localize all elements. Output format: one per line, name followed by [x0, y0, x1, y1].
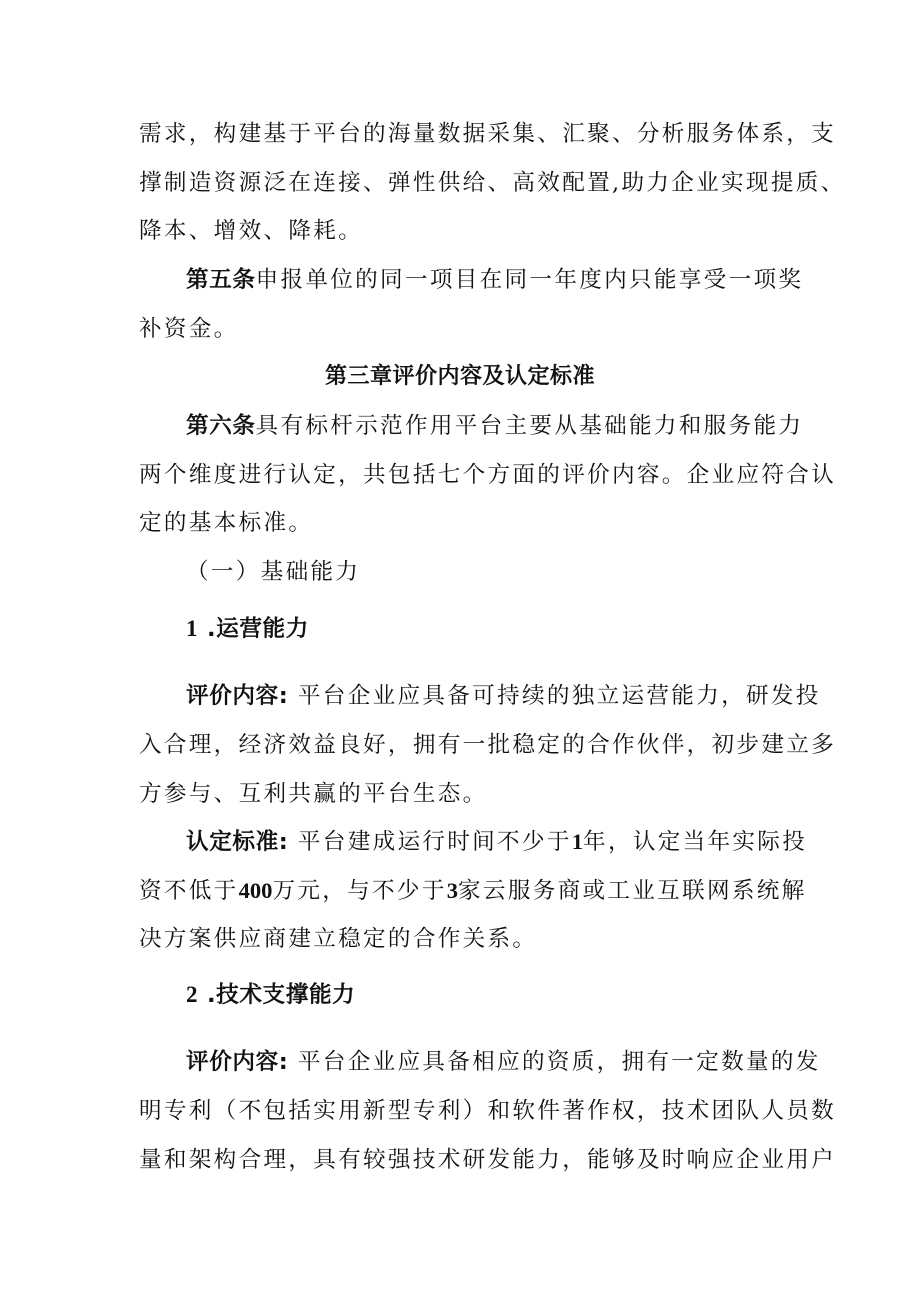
standard-number: 1: [571, 829, 584, 854]
item-1-eval-line: [186, 679, 866, 713]
body-text-line: 降本、增效、降耗。: [139, 218, 364, 244]
article-6-line: [186, 409, 866, 443]
item-2-heading: [186, 978, 866, 1012]
body-text-line: 入合理，经济效益良好，拥有一批稳定的合作伙伴，初步建立多: [139, 732, 837, 758]
body-text-line: 定的基本标准。: [139, 510, 314, 536]
standard-text: 家云服务商或工业互联网系统解: [458, 878, 807, 904]
standard-text: 万元，与不少于: [272, 878, 447, 904]
body-text-line: 补资金。: [139, 316, 239, 342]
item-1-standard-line: [139, 874, 819, 908]
body-text-line: 量和架构合理，具有较强技术研发能力，能够及时响应企业用户: [139, 1147, 837, 1173]
body-text-line: 明专利（不包括实用新型专利）和软件著作权，技术团队人员数: [139, 1098, 837, 1124]
item-2-eval-line: [186, 1045, 866, 1079]
standard-text: 年，认定当年实际投: [583, 829, 808, 855]
standard-label: 认定标准:: [186, 829, 289, 855]
item-1-standard-line: [186, 825, 866, 859]
article-5-line: [186, 263, 866, 297]
chapter-heading: 第三章评价内容及认定标准: [324, 364, 595, 389]
article-6-label: 第六条: [186, 413, 256, 439]
section-heading: （一）基础能力: [186, 559, 361, 585]
standard-text: 平台建成运行时间不少于: [288, 829, 572, 855]
eval-label: 评价内容:: [186, 1049, 289, 1075]
body-text-line: 两个维度进行认定，共包括七个方面的评价内容。企业应符合认: [139, 462, 837, 488]
standard-text: 资不低于: [139, 878, 239, 904]
eval-text: 平台企业应具备相应的资质，拥有一定数量的发: [288, 1049, 821, 1075]
standard-number: 400: [238, 878, 273, 903]
body-text-line: 撑制造资源泛在连接、弹性供给、高效配置,助力企业实现提质、: [139, 170, 846, 196]
item-2-number: 2: [186, 982, 198, 1007]
article-5-text: 申报单位的同一项目在同一年度内只能享受一项奖: [255, 267, 804, 293]
article-6-text: 具有标杆示范作用平台主要从基础能力和服务能力: [255, 413, 804, 439]
item-1-heading: [186, 612, 866, 646]
body-text-line: 需求，构建基于平台的海量数据采集、汇聚、分析服务体系，支: [139, 121, 837, 147]
item-2-title: .技术支撑能力: [206, 982, 356, 1008]
item-1-number: 1: [186, 616, 198, 641]
standard-number: 3: [446, 878, 459, 903]
item-1-title: .运营能力: [206, 616, 309, 642]
eval-label: 评价内容:: [186, 683, 289, 709]
article-5-label: 第五条: [186, 267, 256, 293]
body-text-line: 方参与、互利共赢的平台生态。: [139, 781, 488, 807]
body-text-line: 决方案供应商建立稳定的合作关系。: [139, 926, 538, 952]
eval-text: 平台企业应具备可持续的独立运营能力，研发投: [288, 683, 821, 709]
